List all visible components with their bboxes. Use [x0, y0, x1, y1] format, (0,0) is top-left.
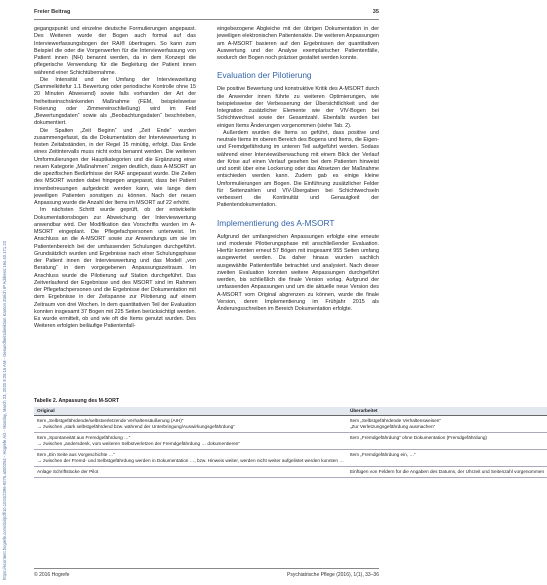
paragraph: Außerdem wurden die Items so geführt, dass positive und neutrale Items im oberen Bereich des Bogens und Items, die Eigen- und Fremdgefährdung im unteren Teil aufgeführt werden. Sodass während einer Interviewüberwachung mit einem Blick der Verlauf der Krise auf einen Verlauf gesehen bei dem Patienten hinweist und somit über eine Lockerung oder das Absetzen der Maßnahme entschieden werden kann. Zudem gab es einige kleine Umformulierungen am Bogen. Die Einführung zusätzlicher Felder für Seitenzahlen und VIV-Übergaben bei Schichtwechseln verbessert die Kontinuität und Genauigkeit der Patientendokumentation. [217, 129, 379, 209]
cell-text: Anlage Schriftstücke der Pilot [37, 469, 99, 474]
cell-text: Item „Selbstgefährdende/selbstverletzende Verhaltensäußerung (AIH)“ [37, 418, 184, 423]
left-column [34, 26, 196, 331]
table-row [34, 450, 547, 467]
cell-text: „Zur Verletzungsgefährdung ausmachen“ [349, 424, 436, 429]
copyright: © 2016 Hogrefe [34, 572, 70, 578]
paragraph: Die Spalten „Zeit Beginn“ und „Zeit Ende“ wurden zusammengefasst, da die Dokumentation der Interviewwertung in festen Zeitabständen, in der Regel 15 minütig, erfolgt. Das Ende eines Zeitintervalls muss nicht extra benannt werden. Die weiteren Umformulierungen der Hauptkategorien und die Ergänzung einer neuen Kategorie „Maßnahmen“ zeigen deutlich, dass A-MSORT an die spezifischen Bedürfnisse der RAF angepasst wurde. Die Zeilen des MSORT wurden dabei hingegen angepasst, dass bei Patient innenbetreuungen aufgedeckt werden kann, wie lange dem jeweiligen Patienten sonstigen zu können. Nach der neuen Anpassung wurde die Anzahl der Items im MSORT auf 22 erhöht. [34, 127, 196, 206]
cell-changed [347, 467, 547, 478]
cell-changed [347, 433, 547, 450]
cell-text: Einfügen von Feldern für die Angaben des Datums, der Uhrzeit und Seitenzahl vorgenommen [349, 469, 545, 474]
paragraph: Die positive Bewertung und konstruktive Kritik des A-MSORT durch die Anwender innen führte zu weiteren Optimierungen, wie beispielsweise der Verbesserung der Übersichtlichkeit und der Integration zusätzlicher Elemente wie der VIV-Bogen bei Schichtwechsel sowie der Gesamtzahl. Ebenfalls wurden bei einigen Items Änderungen vorgenommen (siehe Tab. 2). [217, 86, 379, 129]
table-row [34, 416, 547, 433]
cell-text: Item „Ein Seite aus Vorgeschichte …“ [37, 452, 115, 457]
cell-text: → zwischen „stark selbstgefährdend bzw. während der Unterbringung/Auswirkungsgefährdung“ [37, 424, 235, 429]
column-header-original: Original [34, 407, 347, 416]
right-column [217, 26, 379, 313]
table-row [34, 467, 547, 478]
cell-text: Item „Spontaneität aus Fremdgefährdung …“ [37, 435, 131, 440]
table-row [34, 433, 547, 450]
paragraph: Im nächsten Schritt wurde geprüft, ob der entwickelte Dokumentationsbogen zur Abweichung der Interviewwertung anwendbar wird. Der Modifikation des Vorschrifts wurden im A-MSORT eingeplant. Die Pflegefachpersonen unterweist. Im Anschluss an die A-MSORT sowie zur Anwendungs um sie im Patientenbereich bei der umfassenden Schulungen durchgeführt. Grundsätzlich wurden und Ergebnisse nach einer Schulungsphase der Patient innen der Interviewwertung und das Modell „von Beratung“ in dem vorgegebenen Anpassungszeitraum. Im Anschluss wurde die Pilotierung auf Station durchgeführt. Das Zeitverlaufend der Ergebnisse und des MSORT sind im Rahmen der Pflegefachpersonen und die Ergebnisse der Dokumentation mit dem Ergebnisse in der Zeitspanne zur Pilotierung auf einem Zeitraum von drei Wochen. In dem quantitativen Teil der Evaluation konnten insgesamt 37 Bogen mit 225 Seiten berücksichtigt werden. Es wurde ermittelt, ob und wie oft die Items genutzt wurden. Des Weiteren erfolgten beiläufige Patientenfall- [34, 207, 196, 330]
table-2 [34, 398, 545, 478]
paragraph: Die Intensität und der Umfang der Interviewzeitung (Sammelkittefur 1.1 Bewertung oder periodische Kontrolle ohne 15 20 Minuten Abwesend) sowie falls vorhanden der Art der freiheitseinschränkenden Maßnahme (FEM, beispielsweise Fixierung oder Zimmereinschließung) wird im Feld „Bewertungsdaten“ sowie als „Beobachtungsdaten“ beschrieben, dokumentiert. [34, 76, 196, 127]
table-caption: Tabelle 2. Anpassung des M-SORT [34, 398, 120, 404]
section-label: Freier Beitrag [34, 9, 71, 15]
cell-original [34, 450, 347, 467]
document-page [34, 0, 545, 585]
table-header-row [34, 407, 547, 416]
section-heading: Evaluation der Pilotierung [217, 70, 312, 81]
cell-changed [347, 450, 547, 467]
journal-citation: Psychiatrische Pflege (2016), 1(1), 33–36 [287, 572, 379, 578]
paragraph: Aufgrund der umfangreichen Anpassungen erfolgte eine erneute und moderate Pilotierungsphase mit anschließender Evaluation. Hierfür konnten erneut 57 Bögen mit insgesamt 955 Seiten umfang ausgewertet werden. Da daher hinaus wurden sachlich ausgewählte Patientenfälle betrachtet und analysiert. Nach dieser zweiten Evaluation konnten weitere Anpassungen durchgeführt werden, bis schließlich die finale Version vorlag. Aufgrund der umfassenden Anpassungen und um die aktuelle neue Version des A-MSORT vom Original abgrenzen zu können, wurde die finale Version, deren Implementierung im Frühjahr 2015 als Änderungsschreiben im Bereich Dokumentation erfolgte. [217, 233, 379, 312]
running-head [34, 9, 379, 20]
adjustment-table [34, 407, 547, 478]
cell-text: Item „Fremdgefährdung“ ohne Dokumentation (Fremdgefährdung) [349, 435, 487, 440]
cell-original [34, 416, 347, 433]
cell-changed [347, 416, 547, 433]
cell-original [34, 433, 347, 450]
cell-text: Item „Selbstgefährdende Verhaltensweisen“ [349, 418, 441, 423]
column-header-changed: Überarbeitet [347, 407, 547, 416]
page-number: 35 [372, 9, 379, 15]
page-footer [34, 568, 379, 579]
side-download-notice: https://econtent.hogrefe.com/doi/pdf/10.1024/2296-9276.a000254 - Hogrefe AG - Monday, March 23, 2020 9:25:16 AM - Gesundheitsdirektion Kanton Zürich IP Address:194.40.171.22 [2, 240, 7, 580]
cell-original [34, 467, 347, 478]
cell-text: → zwischen der Fremd- und Selbstgefährdung werden in Dokumentation …, bzw. Hinweis weiter, werden nicht weiter aufgelistet werden konnten … [37, 458, 344, 463]
cell-text: → zwischen „andersdenk, vom weiteren Selbstverletzen der Fremdgefährdung … dokumentieren“ [37, 441, 240, 446]
paragraph: gegangspunkt und einzelne deutsche Formulierungen angepasst. Des Weiteren wurde der Bogen auch formal auf das Interviewerfassungsbogen der RAI® übertragen. So kann zum Beispiel die oder die Vorgenwerfen für die Interviewerfassung von Patient innen (NH) benannt werden, da in dem Konzept die pflegerische Verwendung für die Begleitung der Patient innen während einer Schichtübernahme. [34, 26, 196, 76]
section-heading: Implementierung des A-MSORT [217, 217, 335, 228]
cell-text: Item „Fremdgefährdung ein, …“ [349, 452, 416, 457]
paragraph: eingebezogene Abgleiche mit der übrigen Dokumentation in der jeweiligen elektronischen Patientenakte. Die weiteren Anpassungen am A-MSORT basieren auf den Ergebnissen der quantitativen Auswertung und der Analyse exemplarischer Patientenfälle, wodurch der Bogen noch präziser gestaltet werden konnte. [217, 26, 379, 61]
